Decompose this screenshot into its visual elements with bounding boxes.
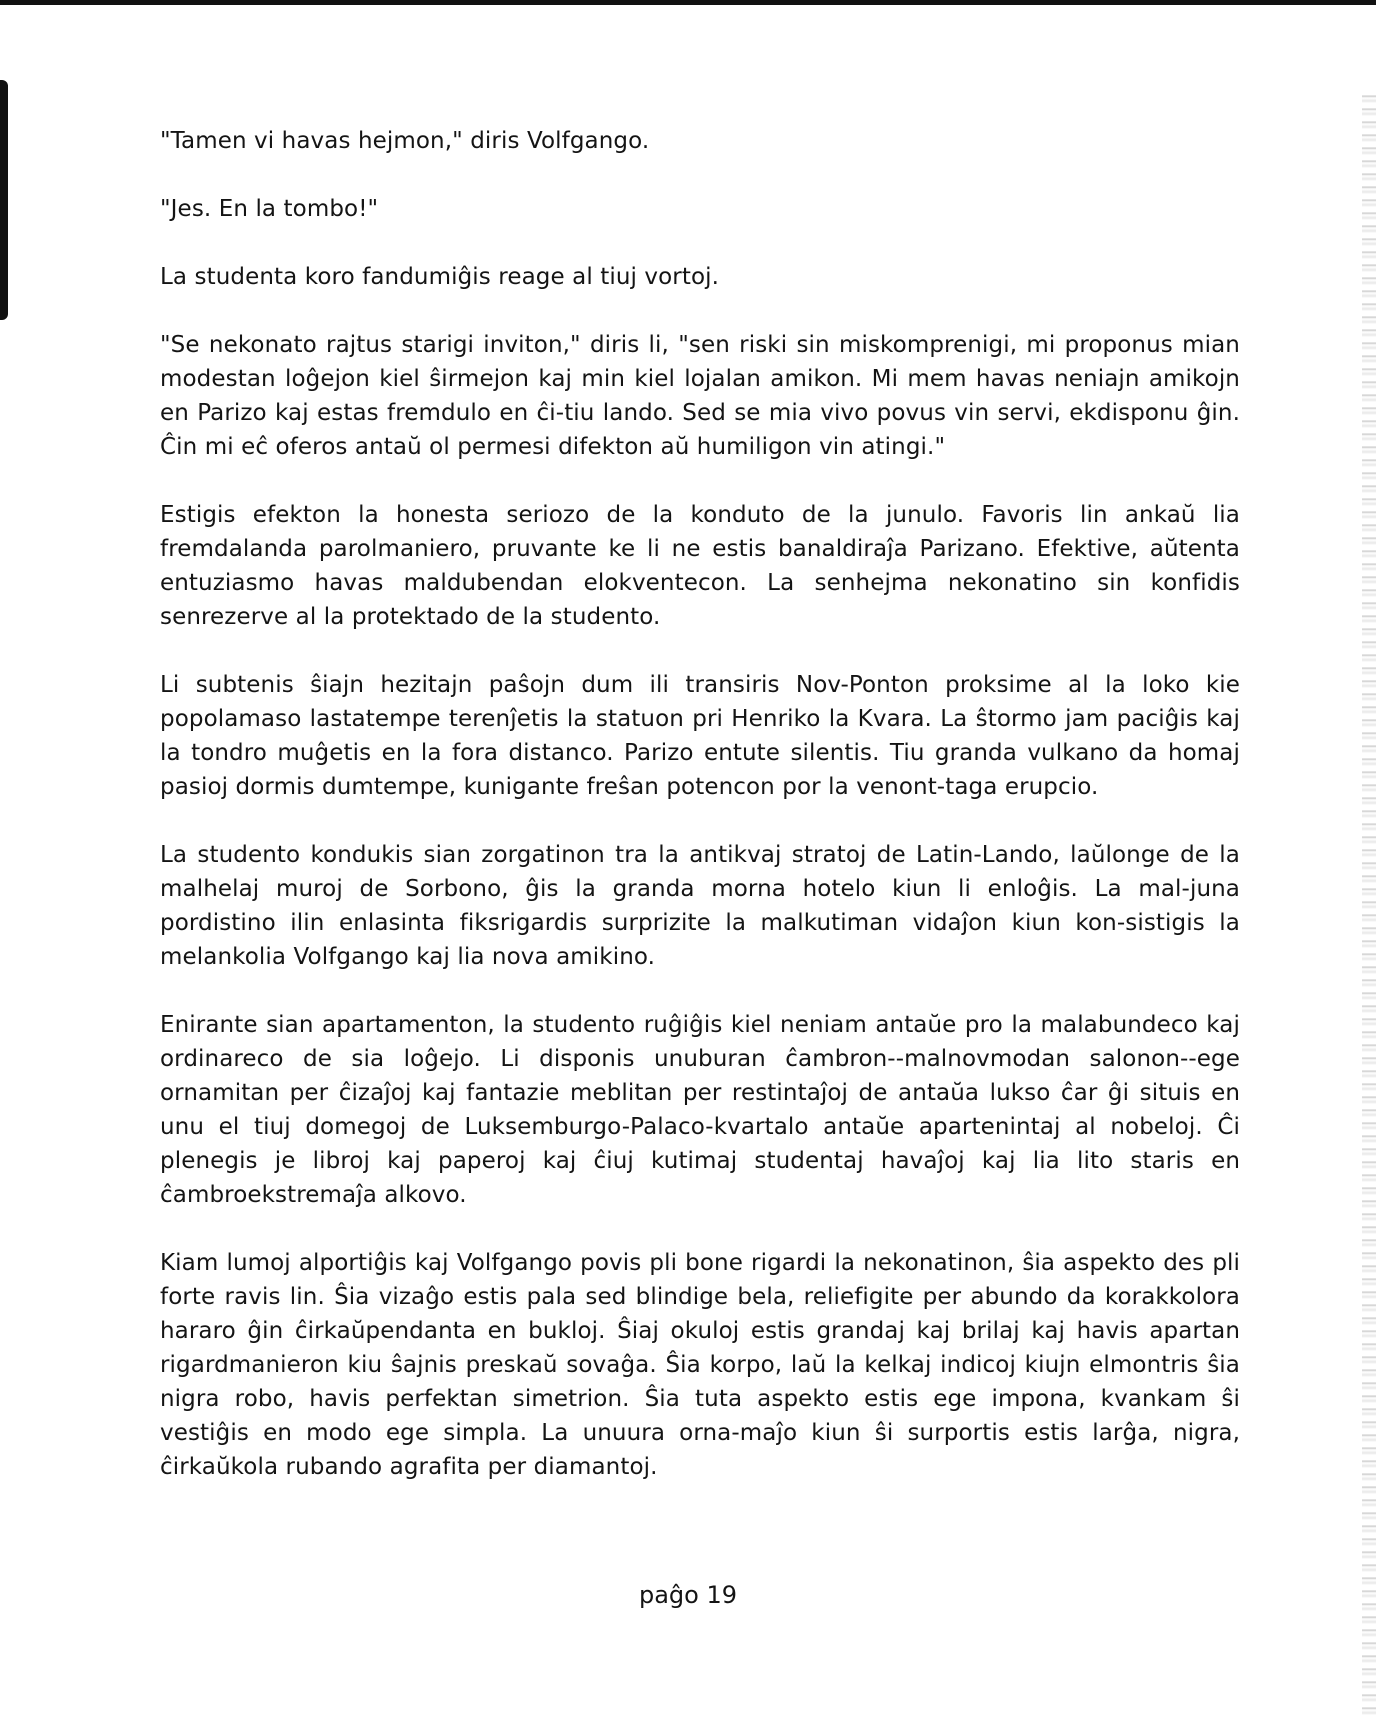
paragraph-7: La studento kondukis sian zorgatinon tra la antikvaj stratoj de Latin-Lando, laŭlonge de la malhelaj muroj de Sorbono, ĝis la granda morna hotelo kiun li enloĝis. La mal-juna pordistino ilin enlasinta fiksrigardis surprizite la malkutiman vidaĵon kiun kon-sistigis la melankolia Volfgango kaj lia nova amikino. xyxy=(160,842,1240,970)
paragraph-2: "Jes. En la tombo!" xyxy=(160,196,379,222)
paragraph-4: "Se nekonato rajtus starigi inviton," diris li, "sen riski sin miskomprenigi, mi proponus mian modestan loĝejon kiel ŝirmejon kaj min kiel lojalan amikon. Mi mem havas neniajn amikojn en Parizo kaj estas fremdulo en ĉi-tiu lando. Sed se mia vivo povus vin servi, ekdisponu ĝin. Ĉin mi eĉ oferos antaŭ ol permesi difekton aŭ humiligon vin atingi." xyxy=(160,332,1240,460)
page-body xyxy=(160,124,1240,1518)
paragraph-8: Enirante sian apartamenton, la studento ruĝiĝis kiel neniam antaŭe pro la malabundeco kaj ordinareco de sia loĝejo. Li disponis unuburan ĉambron--malnovmodan salonon--ege ornamitan per ĉizaĵoj kaj fantazie meblitan per restintaĵoj de antaŭa lukso ĉar ĝi situis en unu el tiuj domegoj de Luksemburgo-Palaco-kvartalo antaŭe apartenintaj al nobeloj. Ĉi plenegis je libroj kaj paperoj kaj ĉiuj kutimaj studentaj havaĵoj kaj lia lito staris en ĉambroekstremaĵa alkovo. xyxy=(160,1012,1240,1208)
paragraph-9: Kiam lumoj alportiĝis kaj Volfgango povis pli bone rigardi la nekonatinon, ŝia aspekto des pli forte ravis lin. Ŝia vizaĝo estis pala sed blindige bela, reliefigite per abundo da korakkolora hararo ĝin ĉirkaŭpendanta en bukloj. Ŝiaj okuloj estis grandaj kaj brilaj kaj havis apartan rigardmanieron kiu ŝajnis preskaŭ sovaĝa. Ŝia korpo, laŭ la kelkaj indicoj kiujn elmontris ŝia nigra robo, havis perfektan simetrion. Ŝia tuta aspekto estis ege impona, kvankam ŝi vestiĝis en modo ege simpla. La unuura orna-maĵo kiun ŝi surportis estis larĝa, nigra, ĉirkaŭkola rubando agrafita per diamantoj. xyxy=(160,1250,1240,1480)
scan-right-edge-noise xyxy=(1362,90,1376,1717)
paragraph-3: La studenta koro fandumiĝis reage al tiuj vortoj. xyxy=(160,264,720,290)
paragraph-5: Estigis efekton la honesta seriozo de la konduto de la junulo. Favoris lin ankaŭ lia fremdalanda parolmaniero, pruvante ke li ne estis banaldiraĵa Parizano. Efektive, aŭtenta entuziasmo havas maldubendan elokventecon. La senhejma nekonatino sin konfidis senrezerve al la protektado de la studento. xyxy=(160,502,1240,630)
scan-top-edge xyxy=(0,0,1376,5)
paragraph-1: "Tamen vi havas hejmon," diris Volfgango. xyxy=(160,128,650,154)
paragraph-6: Li subtenis ŝiajn hezitajn paŝojn dum ili transiris Nov-Ponton proksime al la loko kie popolamaso lastatempe terenĵetis la statuon pri Henriko la Kvara. La ŝtormo jam paciĝis kaj la tondro muĝetis en la fora distanco. Parizo entute silentis. Tiu granda vulkano da homaj pasioj dormis dumtempe, kunigante freŝan potencon por la venont-taga erupcio. xyxy=(160,672,1240,800)
page-number: paĝo 19 xyxy=(638,1581,738,1609)
scan-binding-mark xyxy=(0,80,8,320)
